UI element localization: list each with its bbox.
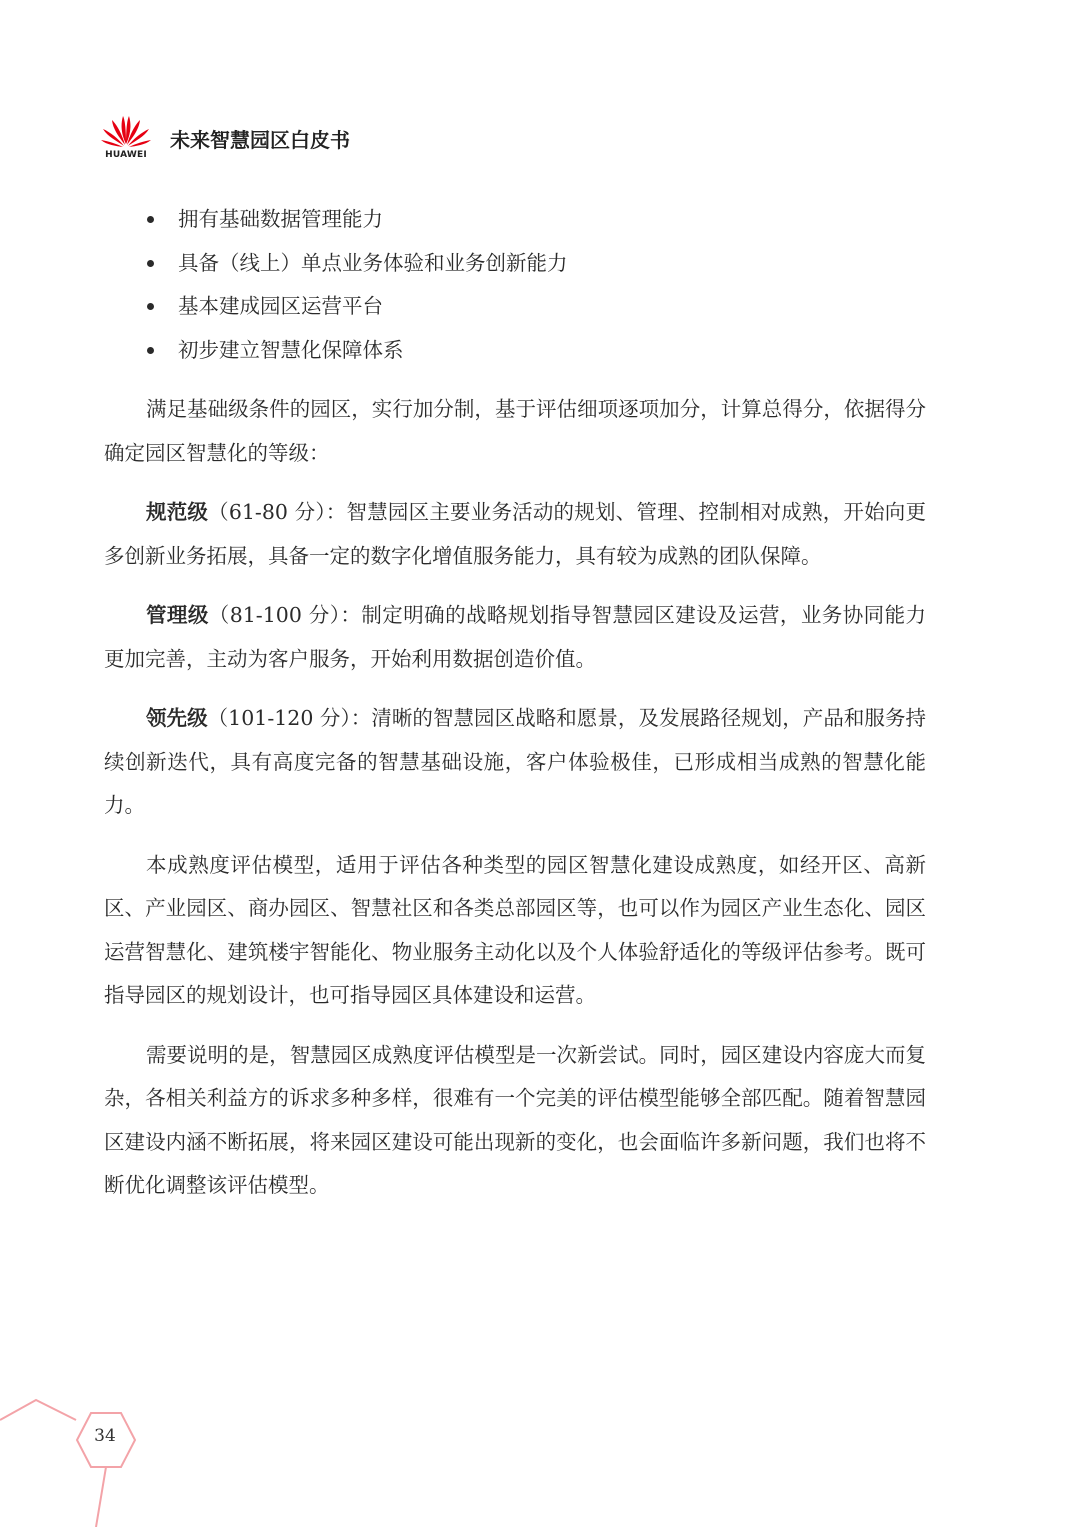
page-header	[100, 110, 350, 166]
bullet-dot-icon	[147, 216, 154, 223]
level-description: 清晰的智慧园区战略和愿景，及发展路径规划，产品和服务持续创新迭代，具有高度完备的智慧基础设施，客户体验极佳，已形成相当成熟的智慧化能力。	[104, 706, 927, 817]
list-item-text: 拥有基础数据管理能力	[178, 207, 383, 231]
level-paragraph-management	[104, 594, 926, 681]
intro-paragraph: 满足基础级条件的园区，实行加分制，基于评估细项逐项加分，计算总得分，依据得分确定园区智慧化的等级：	[104, 397, 926, 465]
huawei-logo	[100, 110, 152, 162]
hexagon-decoration	[0, 1390, 200, 1527]
bullet-list	[104, 198, 926, 372]
bullet-dot-icon	[147, 347, 154, 354]
bullet-dot-icon	[147, 303, 154, 310]
list-item-text: 初步建立智慧化保障体系	[178, 337, 404, 362]
note-paragraph: 需要说明的是，智慧园区成熟度评估模型是一次新尝试。同时，园区建设内容庞大而复杂，各相关利益方的诉求多种多样，很难有一个完美的评估模型能够全部匹配。随着智慧园区建设内涵不断拓展，将来园区建设可能出现新的变化，也会面临许多新问题，我们也将不断优化调整该评估模型。	[104, 1042, 926, 1197]
level-range: （61-80 分）：	[208, 500, 347, 524]
level-name: 管理级	[146, 603, 209, 627]
level-name: 领先级	[146, 706, 208, 730]
list-item	[104, 198, 926, 242]
model-scope-paragraph: 本成熟度评估模型，适用于评估各种类型的园区智慧化建设成熟度，如经开区、高新区、产业园区、商办园区、智慧社区和各类总部园区等，也可以作为园区产业生态化、园区运营智慧化、建筑楼宇智能化、物业服务主动化以及个人体验舒适化的等级评估参考。既可指导园区的规划设计，也可指导园区具体建设和运营。	[104, 852, 926, 1007]
list-item	[104, 329, 926, 373]
list-item	[104, 242, 926, 286]
huawei-flower-icon	[100, 110, 152, 150]
level-name: 规范级	[146, 500, 209, 524]
level-description: 制定明确的战略规划指导智慧园区建设及运营，业务协同能力更加完善，主动为客户服务，开始利用数据创造价值。	[104, 603, 927, 671]
document-title: 未来智慧园区白皮书	[170, 128, 350, 152]
level-description: 智慧园区主要业务活动的规划、管理、控制相对成熟，开始向更多创新业务拓展，具备一定的数字化增值服务能力，具有较为成熟的团队保障。	[104, 500, 927, 568]
level-range: （101-120 分）：	[207, 706, 372, 730]
level-paragraph-standard	[104, 491, 926, 578]
brand-wordmark: HUAWEI	[105, 150, 147, 160]
list-item	[104, 285, 926, 329]
list-item-text: 具备（线上）单点业务体验和业务创新能力	[178, 250, 568, 275]
level-paragraph-leading	[104, 697, 926, 828]
page-body	[104, 198, 926, 1208]
page-number: 34	[94, 1426, 116, 1446]
bullet-dot-icon	[147, 260, 154, 267]
level-range: （81-100 分）：	[208, 603, 362, 627]
list-item-text: 基本建成园区运营平台	[178, 294, 383, 318]
